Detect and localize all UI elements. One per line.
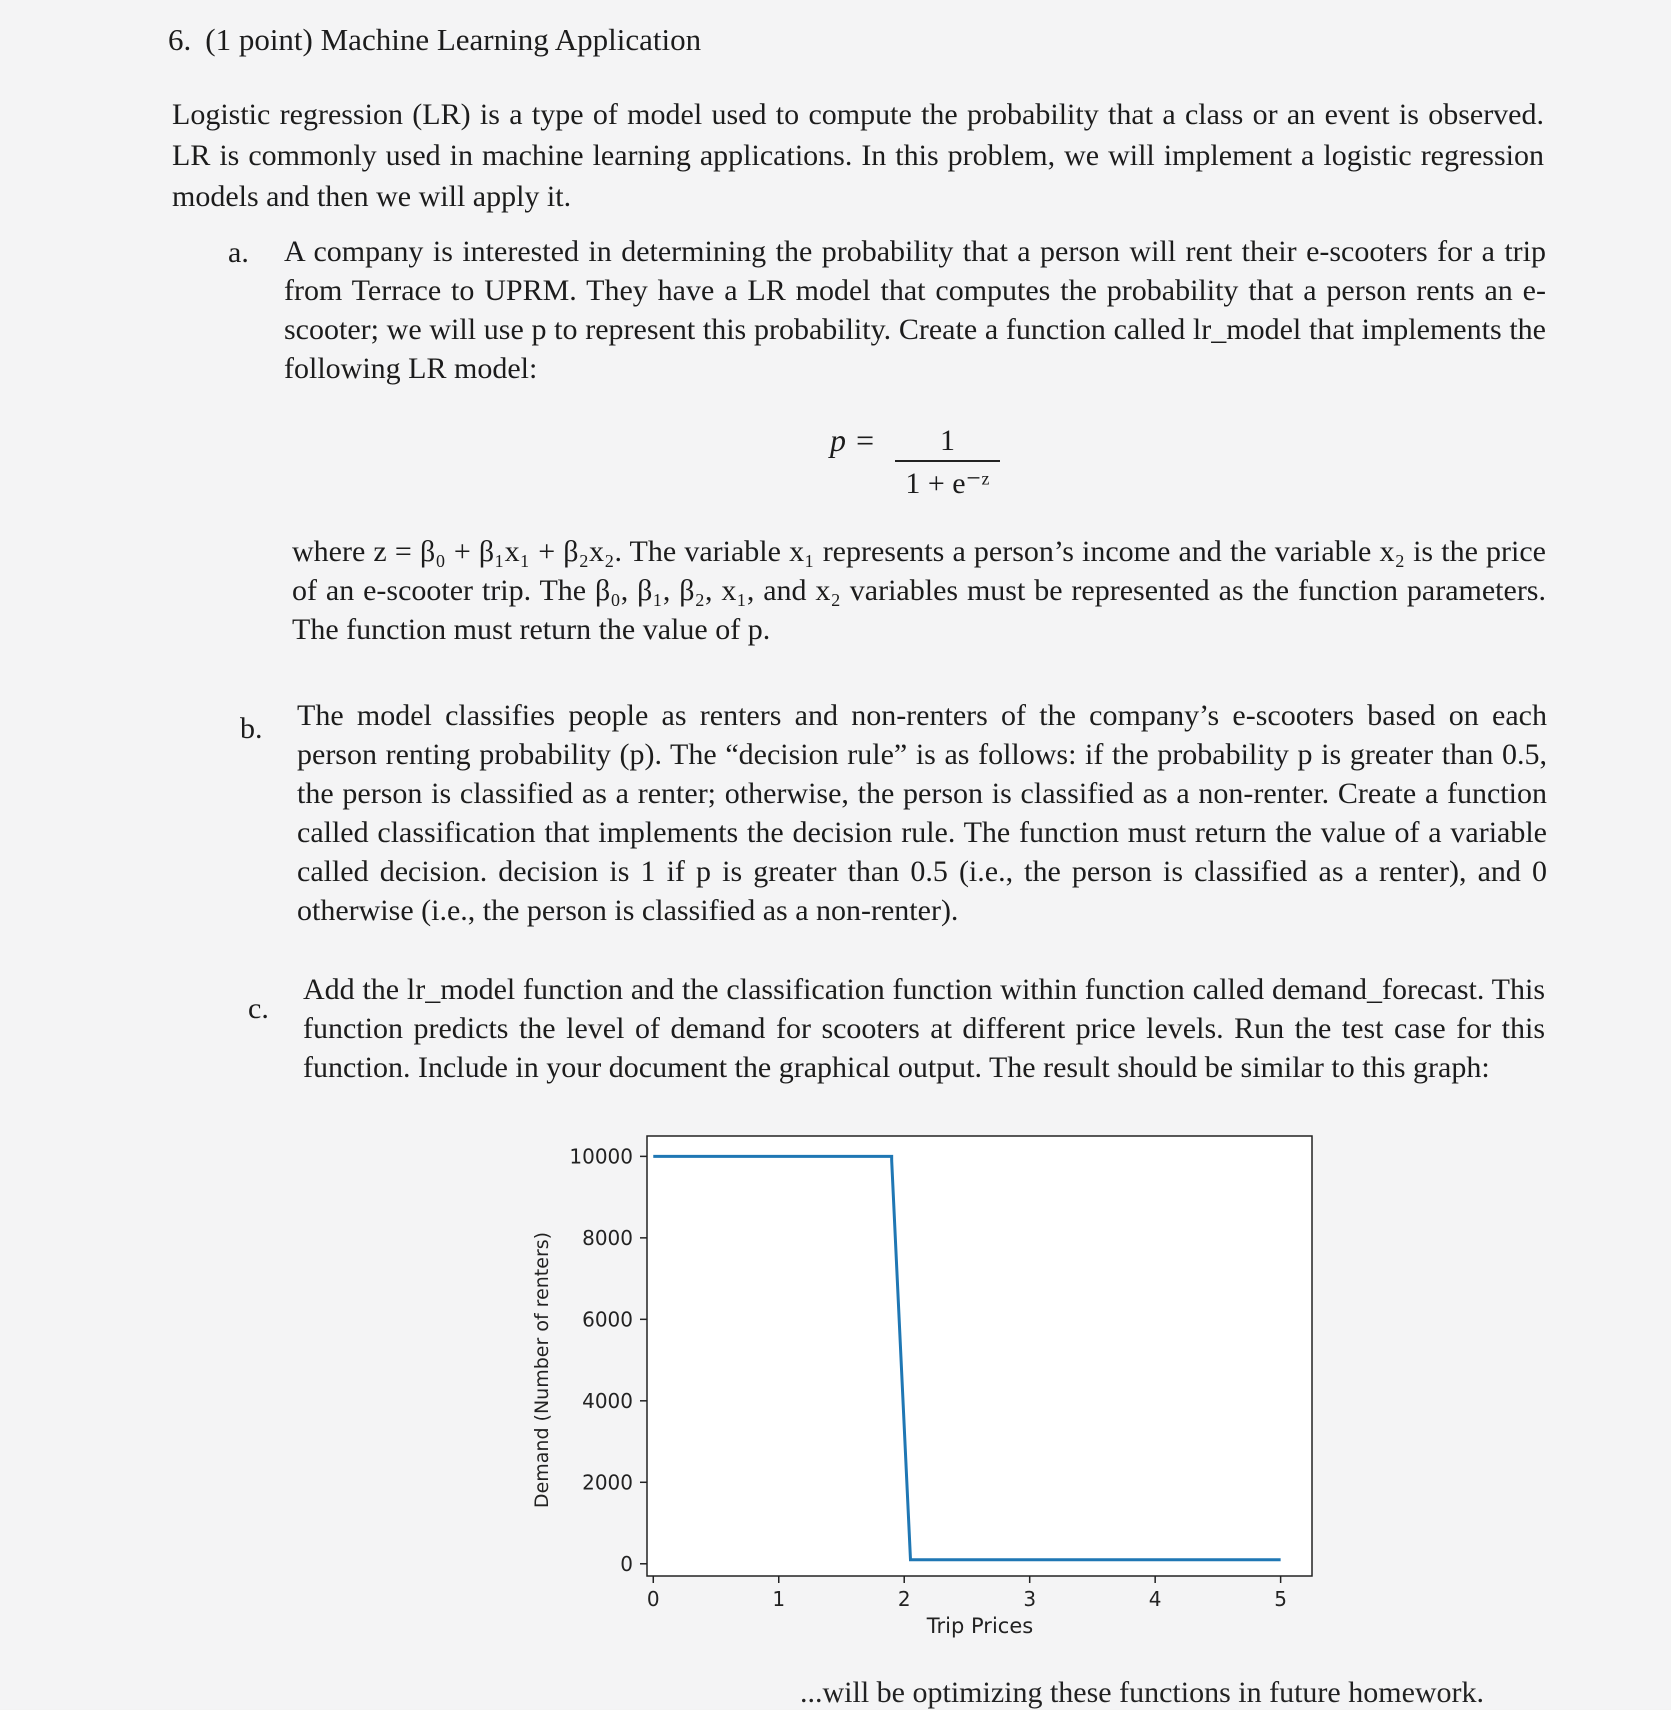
part-c-label: c. <box>248 992 269 1025</box>
y-tick-label: 0 <box>620 1551 633 1576</box>
y-tick-label: 6000 <box>582 1307 633 1332</box>
x-tick-label: 1 <box>772 1587 786 1611</box>
formula-numerator: 1 <box>895 424 1000 462</box>
footer-partial-text: ...will be optimizing these functions in future homework. <box>800 1676 1485 1709</box>
question-title: (1 point) Machine Learning Application <box>205 22 702 57</box>
formula-fraction <box>895 424 1000 501</box>
x-tick-label: 4 <box>1148 1587 1162 1611</box>
x-tick-label: 0 <box>646 1587 660 1611</box>
part-c-text: Add the lr_model function and the classification function within function called demand_forecast. This function predicts the level of demand for scooters at different price levels. Run the test case for this function. Include in your document the graphical output. The result should be similar to this graph: <box>303 973 1545 1084</box>
part-a-text: A company is interested in determining the probability that a person will rent their e-scooters for a trip from Terrace to UPRM. They have a LR model that computes the probability that a person rents an e-scooter; we will use p to represent this probability. Create a function called lr_model that implements the following LR model: <box>284 235 1546 385</box>
question-heading <box>168 22 715 58</box>
y-tick-label: 8000 <box>582 1225 633 1250</box>
part-b-label: b. <box>240 712 263 745</box>
y-tick-label: 4000 <box>582 1388 633 1413</box>
chart-xlabel: Trip Prices <box>926 1614 1034 1638</box>
part-a-text-continued: where z = β₀ + β₁x₁ + β₂x₂. The variable x₁ represents a person’s income and the variable x₂ is the price of an e-scooter trip. The β₀, β₁, β₂, x₁, and x₂ variables must be represented as the function parameters. The function must return the value of p. <box>292 535 1546 646</box>
chart-ylabel: Demand (Number of renters) <box>531 1231 553 1509</box>
formula-denominator: 1 + e⁻ᶻ <box>905 467 990 500</box>
demand-chart <box>520 1120 1320 1650</box>
question-number: 6. <box>168 22 192 57</box>
x-tick-label: 3 <box>1023 1587 1037 1611</box>
part-b-text: The model classifies people as renters and non-renters of the company’s e-scooters based on each person renting probability (p). The “decision rule” is as follows: if the probability p is greater than 0.5, the person is classified as a renter; otherwise, the person is classified as a non-renter. Create a function called classification that implements the decision rule. The function must return the value of a variable called decision. decision is 1 if p is greater than 0.5 (i.e., the person is classified as a renter), and 0 otherwise (i.e., the person is classified as a non-renter). <box>297 699 1547 927</box>
part-a-label: a. <box>228 236 249 269</box>
x-tick-label: 2 <box>897 1587 911 1611</box>
x-tick-label: 5 <box>1274 1587 1287 1611</box>
formula-lhs: p = <box>830 422 876 458</box>
y-tick-label: 2000 <box>582 1470 633 1495</box>
intro-paragraph: Logistic regression (LR) is a type of model used to compute the probability that a class or an event is observed. LR is commonly used in machine learning applications. In this problem, we will implement a logistic regression models and then we will apply it. <box>172 98 1544 213</box>
y-tick-label: 10000 <box>569 1144 633 1169</box>
chart-plot-area <box>647 1136 1312 1576</box>
